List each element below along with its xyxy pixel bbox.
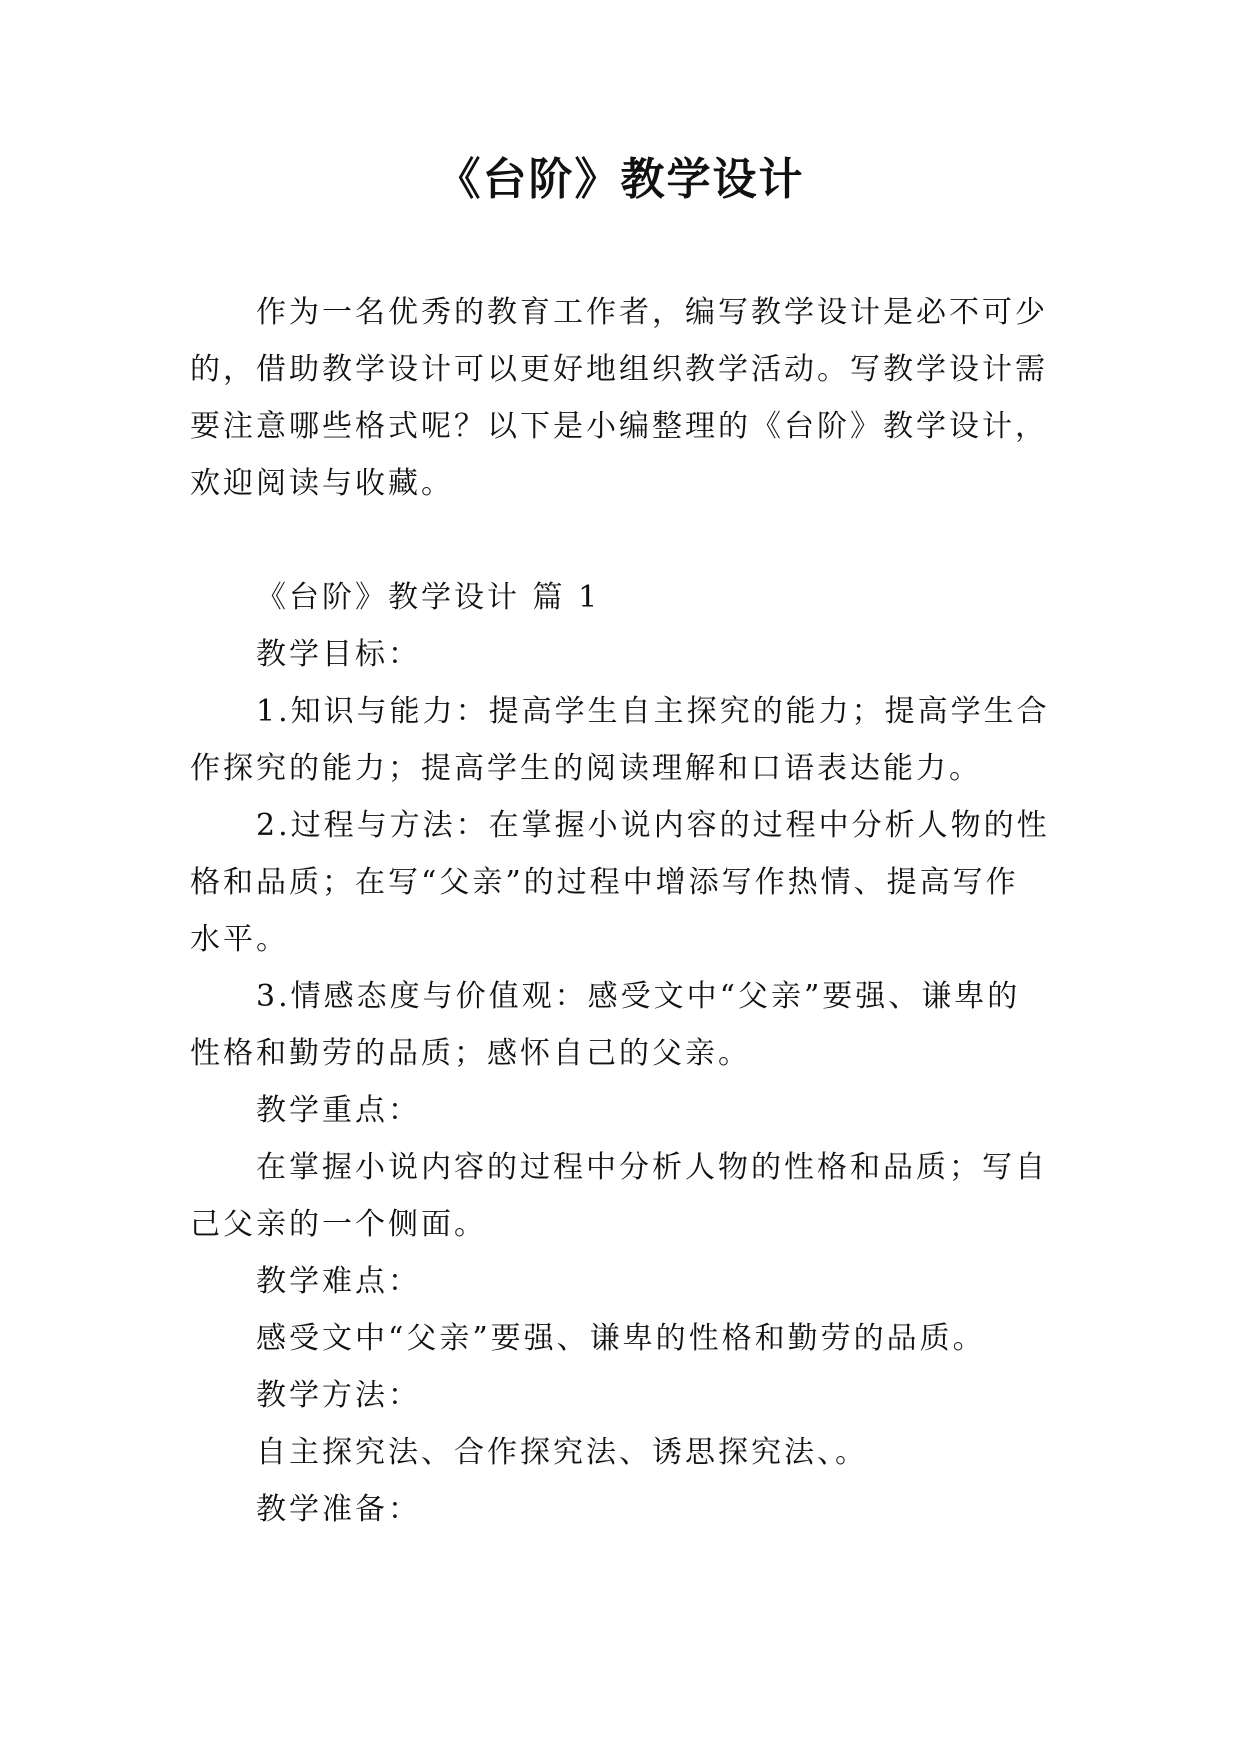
- objective-knowledge-ability: 1.知识与能力：提高学生自主探究的能力；提高学生合作探究的能力；提高学生的阅读理解和口语表达能力。: [190, 694, 1050, 786]
- teaching-methods-text: 自主探究法、合作探究法、诱思探究法、。: [256, 1435, 868, 1470]
- heading-teaching-preparation: 教学准备：: [256, 1492, 421, 1527]
- document-title: 《台阶》教学设计: [436, 154, 805, 205]
- heading-teaching-difficulty: 教学难点：: [256, 1264, 421, 1299]
- paragraph-spacer: [190, 512, 1050, 569]
- objective-process-method: 2.过程与方法：在掌握小说内容的过程中分析人物的性格和品质；在写“父亲”的过程中增添写作热情、提高写作水平。: [190, 808, 1050, 957]
- heading-teaching-objectives: 教学目标：: [256, 637, 421, 672]
- objective-emotion-values: 3.情感态度与价值观：感受文中“父亲”要强、谦卑的性格和勤劳的品质；感怀自己的父亲。: [190, 979, 1021, 1071]
- teaching-difficulty-text: 感受文中“父亲”要强、谦卑的性格和勤劳的品质。: [256, 1321, 986, 1356]
- section-heading: 《台阶》教学设计 篇 1: [256, 580, 601, 615]
- document-body: [190, 284, 1050, 1538]
- heading-teaching-focus: 教学重点：: [256, 1093, 421, 1128]
- intro-paragraph: 作为一名优秀的教育工作者，编写教学设计是必不可少的，借助教学设计可以更好地组织教学活动。写教学设计需要注意哪些格式呢？以下是小编整理的《台阶》教学设计，欢迎阅读与收藏。: [190, 295, 1048, 501]
- teaching-focus-text: 在掌握小说内容的过程中分析人物的性格和品质；写自己父亲的一个侧面。: [190, 1150, 1048, 1242]
- heading-teaching-methods: 教学方法：: [256, 1378, 421, 1413]
